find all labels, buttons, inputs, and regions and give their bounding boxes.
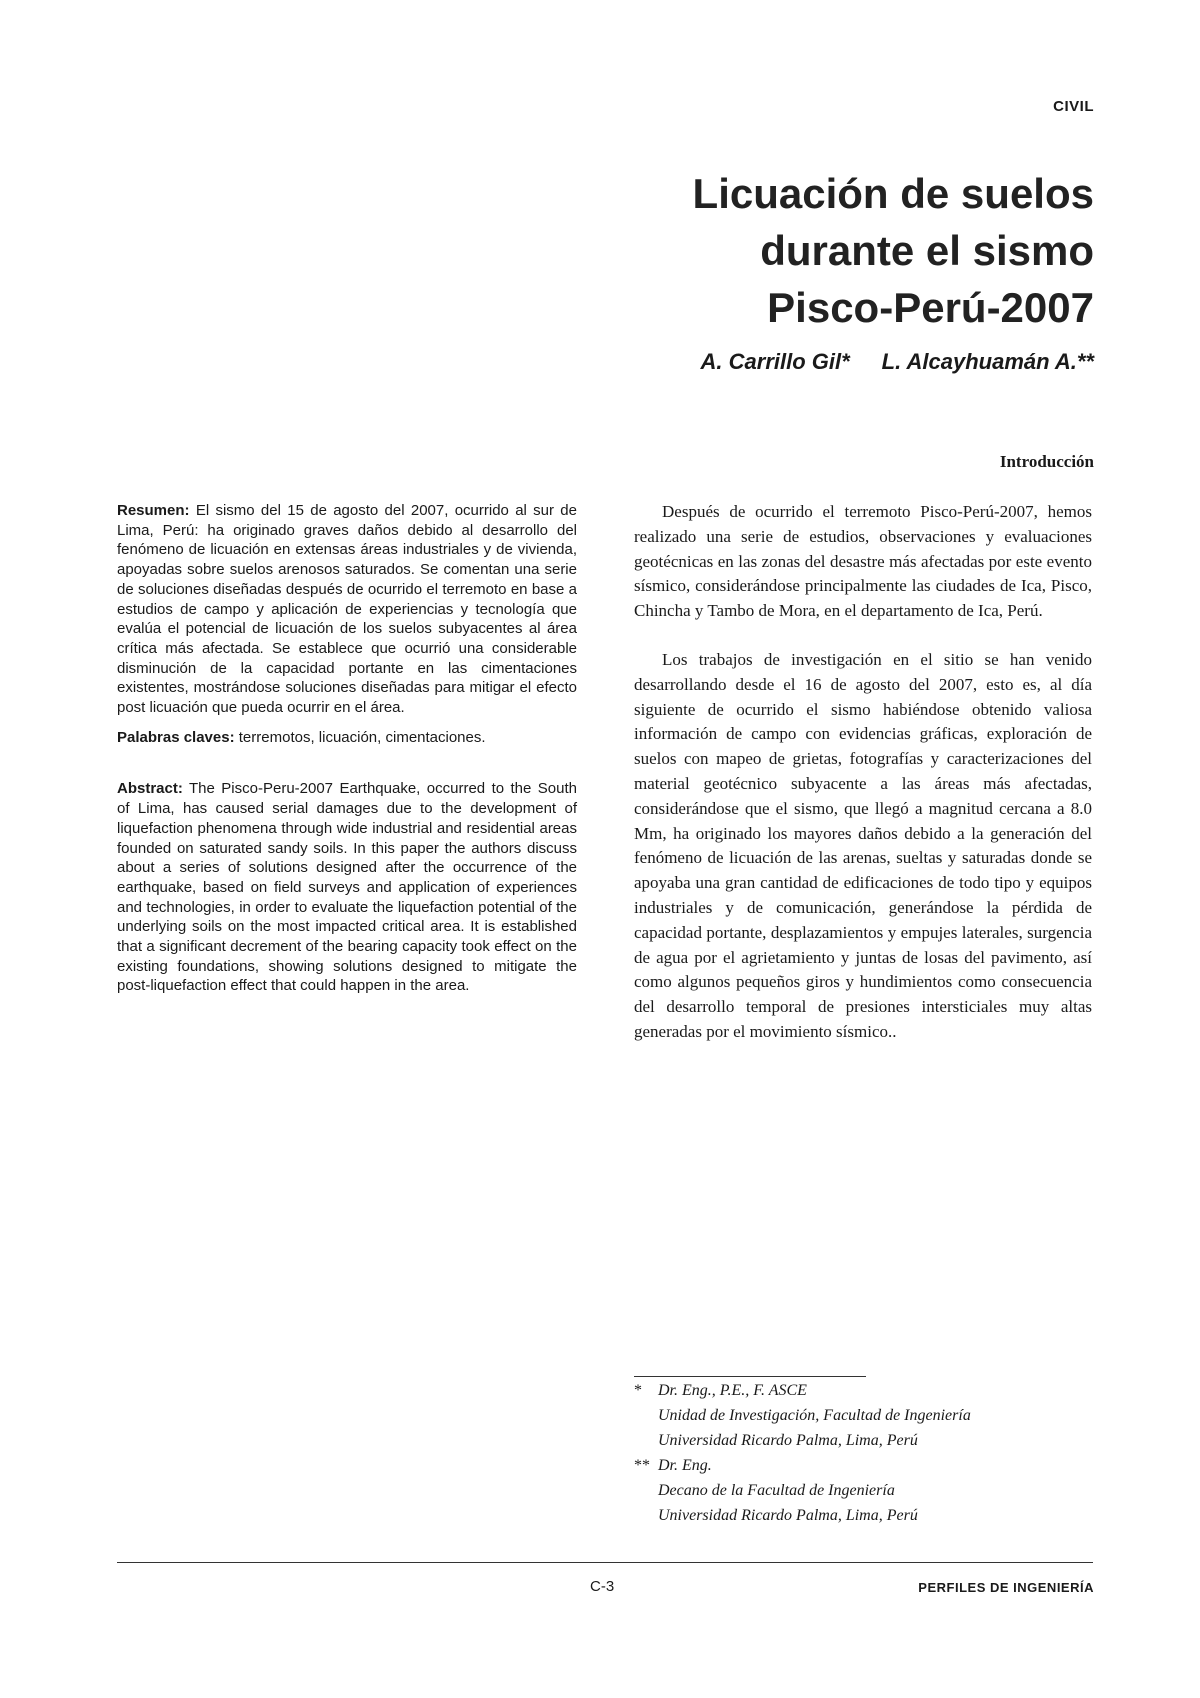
footnote-text: Unidad de Investigación, Facultad de Ingeniería: [658, 1407, 971, 1424]
keywords-paragraph: [117, 728, 577, 748]
keywords-label: Palabras claves:: [117, 728, 235, 746]
footnote-line: [634, 1378, 1094, 1403]
introduction-heading: Introducción: [999, 452, 1094, 471]
journal-name: PERFILES DE INGENIERÍA: [918, 1580, 1094, 1595]
title-line: Licuación de suelos: [692, 170, 1094, 217]
footnote-text: Decano de la Facultad de Ingeniería: [658, 1482, 895, 1499]
resumen-text: El sismo del 15 de agosto del 2007, ocurrido al sur de Lima, Perú: ha originado graves daños debido al desarrollo del fenómeno de licuación en extensas áreas industriales y de vivienda, apoyadas sobre suelos arenosos saturados. Se comentan una serie de soluciones diseñadas después de ocurrido el terremoto en base a estudios de campo y aplicación de experiencias y tecnología que evalúa el potencial de licuación de los suelos subyacentes al área crítica más afectada. Se establece que ocurrió una considerable disminución de la capacidad portante en las cimentaciones existentes, mostrándose soluciones diseñadas para mitigar el efecto post licuación que pueda ocurrir en el área.: [117, 502, 577, 717]
footnote-text: Dr. Eng., P.E., F. ASCE: [658, 1382, 807, 1399]
footnote-line: [634, 1403, 1094, 1428]
resumen-label: Resumen:: [117, 502, 190, 519]
footnote-mark: *: [634, 1382, 642, 1399]
title-line: durante el sismo: [760, 227, 1094, 274]
footnote-line: [634, 1428, 1094, 1453]
abstract-label: Abstract:: [117, 780, 183, 798]
intro-paragraph-2: Los trabajos de investigación en el sitio se han venido desarrollando desde el 16 de agosto del 2007, esto es, al día siguiente de ocurrido el sismo habiéndose obtenido valiosa información de campo con evidencias gráficas, exploración de suelos con mapeo de grietas, fotografías y caracterizaciones del material geotécnico subyacente a las áreas más afectadas, considerándose que el sismo, que llegó a magnitud cercana a 8.0 Mm, ha originado los mayores daños debido a la generación del fenómeno de licuación de las arenas, sueltas y saturadas donde se apoyaba una gran cantidad de edificaciones de todo tipo y equipos industriales y de comunicación, generándose la pérdida de capacidad portante, desplazamientos y empujes laterales, surgencia de agua por el agrietamiento y juntas de losas del pavimento, así como algunos pequeños giros y hundimientos como consecuencia del desarrollo temporal de presiones intersticiales muy altas generadas por el movimiento sísmico..: [634, 649, 1092, 1041]
abstract-paragraph: [117, 779, 577, 996]
section-label: CIVIL: [1053, 98, 1094, 115]
footer-divider: [117, 1562, 1093, 1563]
abstract-column: [117, 501, 577, 996]
footnote-text: Universidad Ricardo Palma, Lima, Perú: [658, 1432, 918, 1449]
footnotes: [634, 1378, 1094, 1528]
abstract-text: The Pisco-Peru-2007 Earthquake, occurred to the South of Lima, has caused serial damages due to the development of liquefaction phenomena through wide industrial and residential areas founded on saturated sandy soils. In this paper the authors discuss about a series of solutions designed after the occurrence of the earthquake, based on field surveys and application of experiences and technologies, in order to evaluate the liquefaction potential of the underlying soils on the most impacted critical area. It is established that a significant decrement of the bearing capacity took effect on the existing foundations, showing solutions designed to mitigate the post-liquefaction effect that could happen in the area.: [117, 780, 577, 995]
footnote-mark: **: [634, 1457, 650, 1474]
footnote-line: [634, 1453, 1094, 1478]
footnote-text: Universidad Ricardo Palma, Lima, Perú: [658, 1507, 918, 1524]
intro-paragraph-1: Después de ocurrido el terremoto Pisco-Perú-2007, hemos realizado una serie de estudios, observaciones y evaluaciones geotécnicas en las zonas del desastre más afectadas por este evento sísmico, considerándose principalmente las ciudades de Ica, Pisco, Chincha y Tambo de Mora, en el departamento de Ica, Perú.: [634, 502, 1092, 621]
title-line: Pisco-Perú-2007: [767, 284, 1094, 331]
author-1: A. Carrillo Gil*: [700, 349, 850, 374]
page-number: C-3: [590, 1578, 615, 1595]
footnote-line: [634, 1478, 1094, 1503]
article-title: [494, 165, 1094, 336]
footnote-text: Dr. Eng.: [658, 1457, 712, 1474]
footnote-line: [634, 1503, 1094, 1528]
keywords-text: terremotos, licuación, cimentaciones.: [234, 728, 486, 746]
introduction-column: [634, 500, 1092, 1045]
author-2: L. Alcayhuamán A.**: [881, 349, 1094, 374]
author-list: [701, 349, 1094, 375]
resumen-paragraph: [117, 501, 577, 718]
footnote-divider: [634, 1376, 866, 1377]
